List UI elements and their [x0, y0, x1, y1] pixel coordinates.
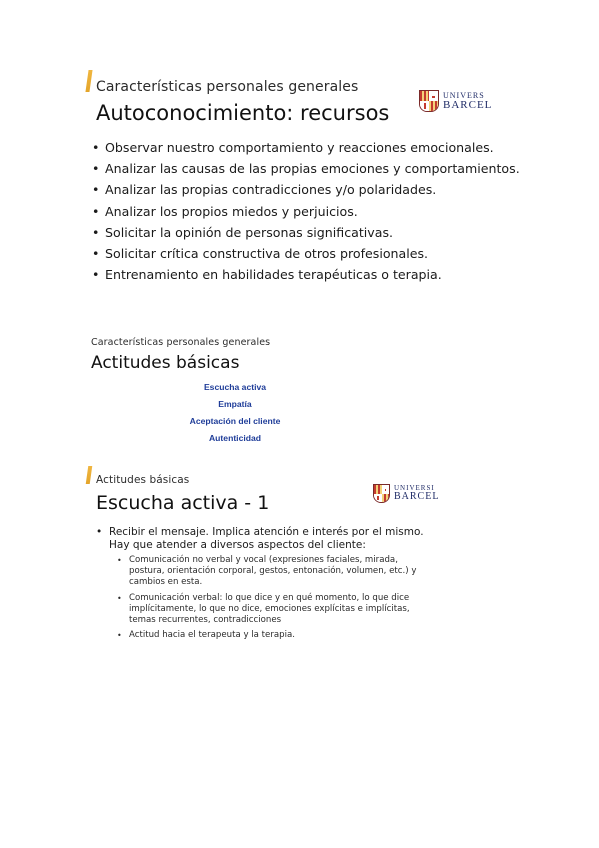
list-item: • Observar nuestro comportamiento y reacciones emocionales.: [92, 137, 520, 158]
university-crest-icon: [419, 90, 439, 112]
list-item: • Analizar las causas de las propias emociones y comportamientos.: [92, 158, 520, 179]
slide2-kicker: Características personales generales: [91, 337, 271, 348]
slide3-content: [96, 526, 436, 641]
slide1-kicker: Características personales generales: [96, 79, 359, 95]
university-crest-icon: [373, 484, 390, 503]
list-item: Aceptación del cliente: [189, 416, 281, 426]
list-item: • Solicitar la opinión de personas significativas.: [92, 222, 520, 243]
slide2-attitudes-list: [150, 379, 320, 447]
list-item: • Solicitar crítica constructiva de otros profesionales.: [92, 243, 520, 264]
slide1-university-logo: [419, 90, 492, 112]
list-item: • Comunicación verbal: lo que dice y en qué momento, lo que dice implícitamente, lo que no dice, emociones explícitas e implícitas, temas recurrentes, contradicciones: [117, 593, 436, 627]
list-item: • Analizar las propias contradicciones y/o polaridades.: [92, 179, 520, 200]
university-logo-text: UNIVERS BARCEL: [443, 90, 493, 111]
slide3-university-logo: [373, 484, 439, 503]
list-item: • Actitud hacia el terapeuta y la terapia.: [117, 630, 436, 641]
list-item: Empatía: [218, 399, 252, 409]
slide3-kicker: Actitudes básicas: [96, 474, 190, 486]
slide1-accent-mark: [85, 70, 92, 92]
list-item: • Entrenamiento en habilidades terapéuticas o terapia.: [92, 264, 520, 285]
slide3-title: Escucha activa - 1: [96, 492, 270, 514]
list-item: Autenticidad: [208, 433, 262, 443]
slide3-bullet-list: [96, 526, 436, 641]
slide3-sub-bullet-list: [117, 555, 436, 641]
list-item: • Comunicación no verbal y vocal (expresiones faciales, mirada, postura, orientación corporal, gestos, entonación, volumen, etc.) y cambios en esta.: [117, 555, 436, 589]
main-bullet-text: Recibir el mensaje. Implica atención e interés por el mismo. Hay que atender a diversos aspectos del cliente:: [109, 526, 424, 551]
slide3-accent-mark: [86, 466, 93, 484]
slide1-title: Autoconocimiento: recursos: [96, 101, 390, 125]
university-logo-text: UNIVERSI BARCEL: [394, 484, 440, 502]
list-item: [96, 526, 436, 641]
list-item: Escucha activa: [203, 382, 267, 392]
slide1-bullet-list: [92, 137, 520, 285]
slide2-title: Actitudes básicas: [91, 353, 240, 373]
list-item: • Analizar los propios miedos y perjuicios.: [92, 201, 520, 222]
